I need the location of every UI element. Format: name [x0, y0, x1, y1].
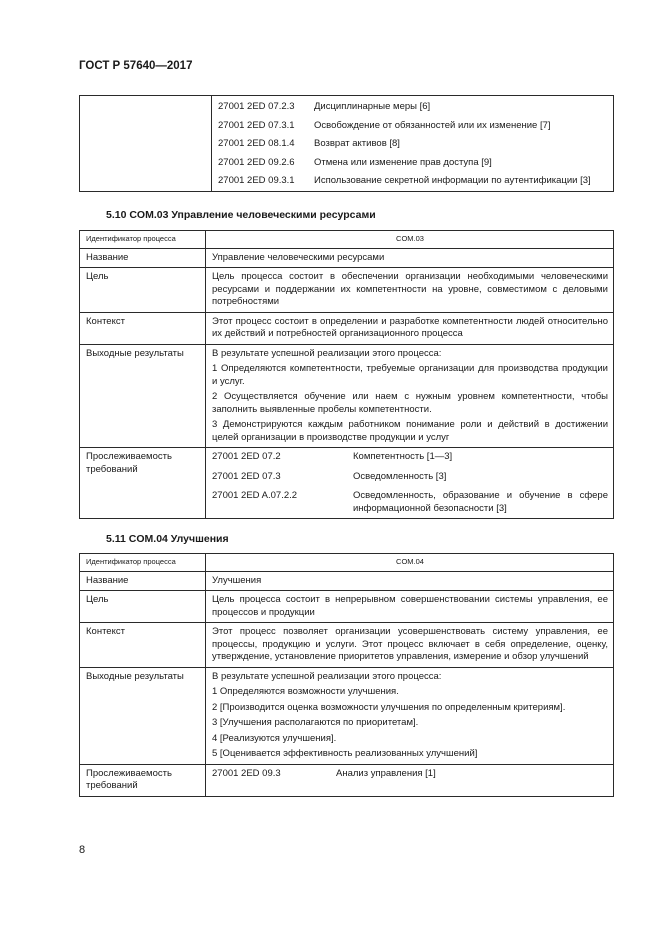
row-label: Выходные результаты	[80, 667, 206, 764]
empty-cell	[80, 96, 212, 192]
process-table-com03	[79, 230, 614, 519]
trace-title: Дисциплинарные меры [6]	[314, 101, 431, 112]
trace-id: 27001 2ED 07.3	[212, 470, 281, 482]
row-value: Улучшения	[206, 571, 614, 591]
table-row	[80, 667, 614, 764]
outputs-list	[206, 344, 614, 448]
process-id: COM.03	[206, 231, 614, 249]
trace-id: 27001 2ED 07.2	[212, 451, 281, 462]
row-label: Цель	[80, 591, 206, 623]
continuation-table	[79, 95, 614, 192]
list-item: 3 Демонстрируются каждым работником понимание роли и действий в достижении целей организации в производстве продукции и услуг	[212, 419, 608, 443]
table-row	[80, 554, 614, 572]
row-value: Цель процесса состоит в непрерывном совершенствовании системы управления, ее процессов и продукции	[206, 591, 614, 623]
list-item: 5 [Оценивается эффективность реализованных улучшений]	[212, 748, 478, 759]
trace-id: 27001 2ED 09.3	[212, 767, 281, 779]
table-row	[80, 312, 614, 344]
list-item	[212, 471, 608, 484]
row-value: Этот процесс позволяет организации усовершенствовать систему управления, ее процессы, продукцию и услуги. Этот процесс включает в себя определение, оценку, утверждение, установление приоритетов управления, измерение и обзор улучшений	[206, 623, 614, 668]
trace-id: 27001 2ED 07.2.3	[218, 101, 295, 112]
outputs-intro: В результате успешной реализации этого процесса:	[212, 347, 442, 359]
row-label: Прослеживаемость требований	[80, 448, 206, 519]
trace-id: 27001 2ED 09.3.1	[218, 175, 295, 186]
list-item	[218, 101, 608, 114]
list-item: 1 Определяются возможности улучшения.	[212, 686, 399, 697]
row-label: Цель	[80, 268, 206, 313]
list-item: 4 [Реализуются улучшения].	[212, 732, 337, 744]
table-row	[80, 764, 614, 796]
trace-title: Возврат активов [8]	[314, 138, 400, 149]
row-label: Название	[80, 571, 206, 591]
trace-id: 27001 2ED 09.2.6	[218, 156, 295, 168]
row-value: Цель процесса состоит в обеспечении организации необходимыми человеческими ресурсами и поддержании их компетентности на уровне, совместимом с деловыми потребностями	[206, 268, 614, 313]
trace-title: Осведомленность, образование и обучение в сфере информационной безопасности [3]	[353, 490, 608, 514]
table-row	[80, 448, 614, 519]
page-header: ГОСТ Р 57640—2017	[79, 60, 193, 72]
traceability-list	[206, 764, 614, 796]
trace-title: Отмена или изменение прав доступа [9]	[314, 156, 492, 168]
row-label: Контекст	[80, 623, 206, 668]
table-row	[80, 231, 614, 249]
section-title: 5.10 COM.03 Управление человеческими ресурсами	[106, 209, 376, 221]
table-row	[80, 344, 614, 448]
trace-id: 27001 2ED 07.3.1	[218, 119, 295, 131]
row-label: Прослеживаемость требований	[80, 764, 206, 796]
traceability-list	[212, 96, 614, 192]
header-cell: Идентификатор процесса	[80, 231, 206, 249]
table-row	[80, 96, 614, 192]
row-value: Этот процесс состоит в определении и разработке компетентности людей относительно их действий и потребностей организационного процесса	[206, 312, 614, 344]
list-item	[212, 490, 608, 515]
trace-id: 27001 2ED 08.1.4	[218, 138, 295, 149]
table-row	[80, 248, 614, 268]
table-row	[80, 571, 614, 591]
table-row	[80, 591, 614, 623]
list-item	[218, 175, 608, 188]
trace-title: Компетентность [1—3]	[353, 451, 453, 462]
table-row	[80, 268, 614, 313]
trace-title: Анализ управления [1]	[336, 767, 436, 779]
list-item	[218, 120, 608, 133]
page-number: 8	[79, 844, 86, 856]
traceability-list	[206, 448, 614, 519]
process-id: COM.04	[206, 554, 614, 572]
list-item: 2 Осуществляется обучение или наем с нужным уровнем компетентности, чтобы заполнить выявленные пробелы компетентности.	[212, 391, 608, 415]
list-item	[212, 768, 608, 781]
outputs-list	[206, 667, 614, 764]
list-item: 2 [Производится оценка возможности улучшения по определенным критериям].	[212, 701, 566, 713]
row-label: Контекст	[80, 312, 206, 344]
outputs-intro: В результате успешной реализации этого процесса:	[212, 670, 442, 682]
row-label: Название	[80, 248, 206, 268]
section-title: 5.11 COM.04 Улучшения	[106, 533, 229, 545]
list-item: 1 Определяются компетентности, требуемые организации для производства продукции и услуг.	[212, 363, 608, 387]
list-item	[218, 157, 608, 170]
list-item	[218, 138, 608, 151]
row-label: Выходные результаты	[80, 344, 206, 448]
trace-title: Осведомленность [3]	[353, 470, 447, 482]
process-table-com04	[79, 553, 614, 797]
header-cell: Идентификатор процесса	[80, 554, 206, 572]
list-item	[212, 451, 608, 464]
row-value: Управление человеческими ресурсами	[206, 248, 614, 268]
trace-title: Использование секретной информации по аутентификации [3]	[314, 175, 591, 186]
table-row	[80, 623, 614, 668]
trace-title: Освобождение от обязанностей или их изменение [7]	[314, 119, 551, 131]
trace-id: 27001 2ED A.07.2.2	[212, 490, 298, 501]
list-item: 3 [Улучшения располагаются по приоритетам].	[212, 717, 419, 728]
